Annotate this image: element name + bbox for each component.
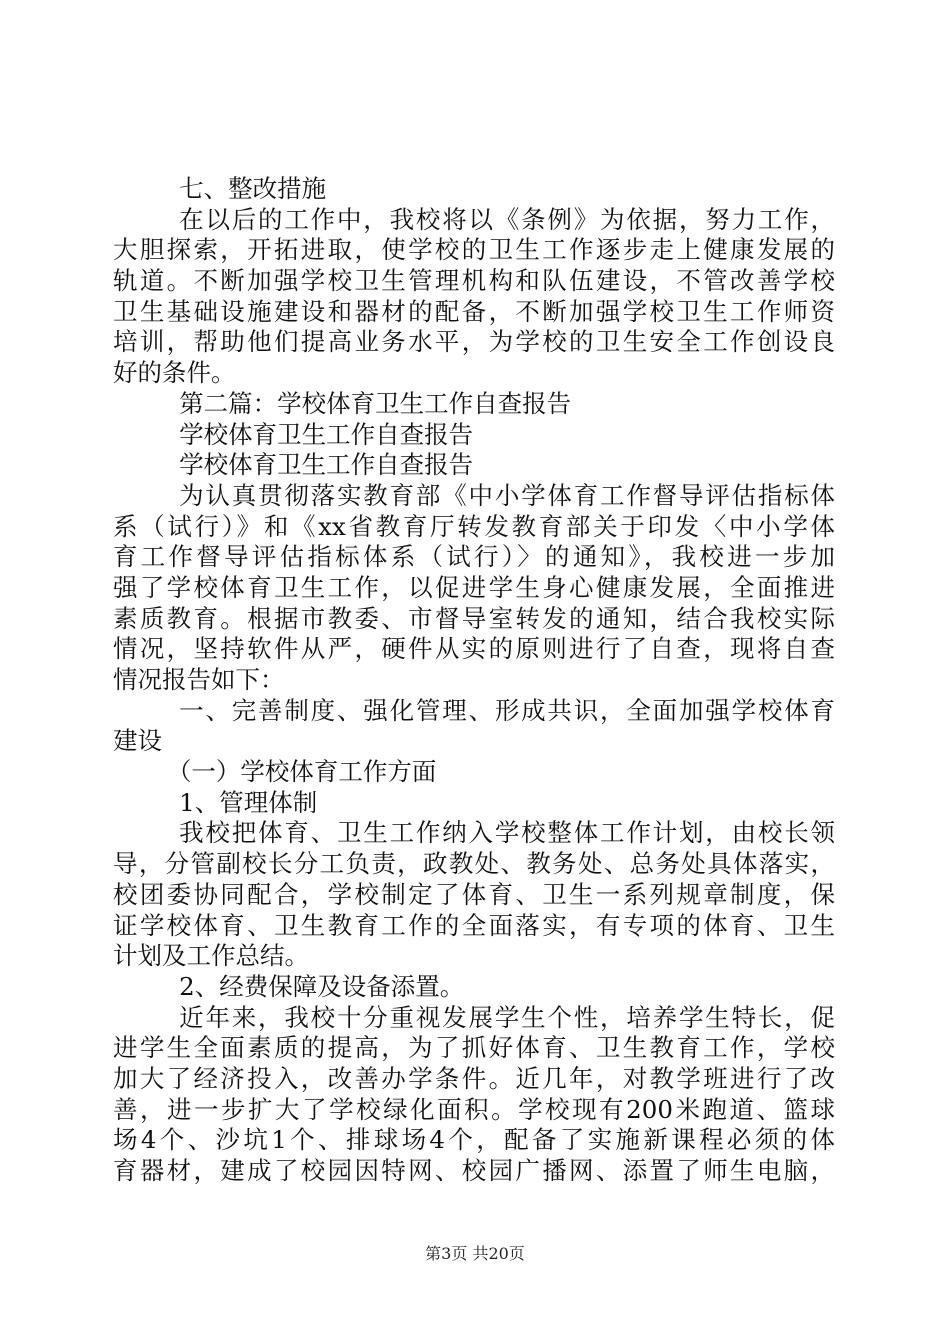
text-line: 为认真贯彻落实教育部《中小学体育工作督导评估指标体 <box>179 480 835 510</box>
text-line: 一、完善制度、强化管理、形成共识，全面加强学校体育 <box>179 695 835 725</box>
text-line: 系（试行）》和《xx省教育厅转发教育部关于印发〈中小学体 <box>113 511 835 541</box>
text-line: 大胆探索，开拓进取，使学校的卫生工作逐步走上健康发展的 <box>113 235 835 265</box>
text-line: 好的条件。 <box>113 358 236 388</box>
text-line: 我校把体育、卫生工作纳入学校整体工作计划，由校长领 <box>179 818 835 848</box>
text-line: 校团委协同配合，学校制定了体育、卫生一系列规章制度，保 <box>113 879 835 909</box>
text-line: 情况报告如下： <box>113 665 285 694</box>
text-line: 场4个、沙坑1个、排球场4个，配备了实施新课程必须的体 <box>113 1125 835 1155</box>
text-line: 学校体育卫生工作自查报告 <box>179 419 474 449</box>
text-line: 培训，帮助他们提高业务水平，为学校的卫生安全工作创设良 <box>113 327 835 357</box>
text-line: 计划及工作总结。 <box>113 941 309 971</box>
text-line: 建设 <box>113 726 162 756</box>
text-line: 在以后的工作中，我校将以《条例》为依据，努力工作， <box>179 204 835 234</box>
text-line: 善，进一步扩大了学校绿化面积。学校现有200米跑道、篮球 <box>113 1094 835 1124</box>
page-footer: 第3页 共20页 <box>425 1244 525 1263</box>
text-line: 导，分管副校长分工负责，政教处、教务处、总务处具体落实， <box>113 849 835 879</box>
text-line: 进学生全面素质的提高，为了抓好体育、卫生教育工作，学校 <box>113 1033 835 1063</box>
text-line: 强了学校体育卫生工作，以促进学生身心健康发展，全面推进 <box>113 572 835 602</box>
text-line: 2、经费保障及设备添置。 <box>179 971 465 1001</box>
text-line: （一）学校体育工作方面 <box>166 757 437 787</box>
text-line: 1、管理体制 <box>179 787 318 817</box>
text-line: 第二篇：学校体育卫生工作自查报告 <box>179 388 572 418</box>
text-line: 证学校体育、卫生教育工作的全面落实，有专项的体育、卫生 <box>113 910 835 940</box>
text-line: 轨道。不断加强学校卫生管理机构和队伍建设，不管改善学校 <box>113 266 835 296</box>
text-line: 七、整改措施 <box>179 174 327 203</box>
text-line: 育器材，建成了校园因特网、校园广播网、添置了师生电脑， <box>113 1156 835 1185</box>
text-line: 学校体育卫生工作自查报告 <box>179 450 474 480</box>
text-line: 近年来，我校十分重视发展学生个性，培养学生特长，促 <box>179 1002 835 1032</box>
text-line: 素质教育。根据市教委、市督导室转发的通知，结合我校实际 <box>113 603 835 633</box>
document-body <box>113 174 835 1187</box>
text-line: 情况，坚持软件从严，硬件从实的原则进行了自查，现将自查 <box>113 634 835 664</box>
text-line: 加大了经济投入，改善办学条件。近几年，对教学班进行了改 <box>113 1063 835 1093</box>
text-line: 卫生基础设施建设和器材的配备，不断加强学校卫生工作师资 <box>113 296 835 326</box>
text-line: 育工作督导评估指标体系（试行）〉的通知》，我校进一步加 <box>113 542 835 572</box>
